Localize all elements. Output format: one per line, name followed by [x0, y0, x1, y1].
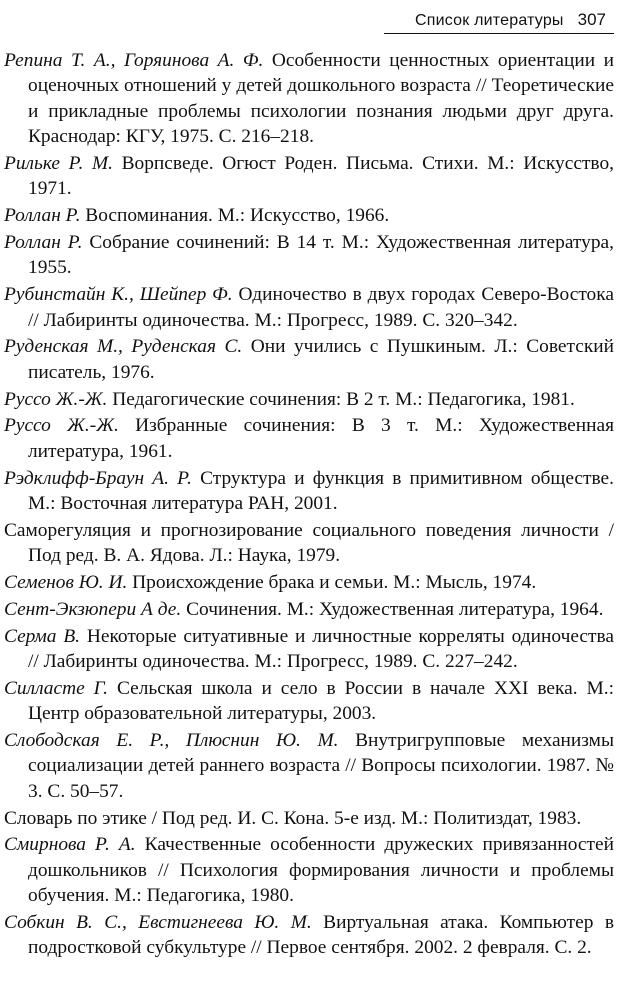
entry-author: Репина Т. А., Горяинова А. Ф.: [4, 50, 264, 71]
entry-text: Словарь по этике / Под ред. И. С. Кона. 5-е изд. М.: Политиздат, 1983.: [4, 807, 582, 829]
entry-text: Они учились с Пушкиным. Л.: Советский писатель, 1976.: [28, 336, 614, 383]
entry-text: Внутригрупповые механизмы социализации детей раннего возраста // Вопросы психологии. 1987. № 3. С. 50–57.: [28, 730, 614, 802]
bibliography-entry: [4, 676, 614, 727]
entry-author: Роллан Р.: [4, 205, 81, 227]
entry-text: Структура и функция в примитивном обществе. М.: Восточная литература РАН, 2001.: [28, 467, 614, 515]
entry-author: Руденская М., Руденская С.: [4, 336, 243, 358]
bibliography-list: [4, 48, 614, 962]
entry-text: Одиночество в двух городах Северо-Востока // Лабиринты одиночества. М.: Прогресс, 1989. С. 320–342.: [28, 284, 614, 331]
entry-author: Руссо Ж.-Ж.: [4, 415, 119, 437]
bibliography-entry: [4, 806, 614, 831]
entry-text: Собрание сочинений: В 14 т. М.: Художественная литература, 1955.: [28, 232, 614, 279]
entry-text: Сочинения. М.: Художественная литература, 1964.: [181, 598, 604, 620]
entry-text: Происхождение брака и семьи. М.: Мысль, 1974.: [127, 572, 537, 594]
bibliography-entry: [4, 728, 614, 804]
bibliography-entry: [4, 910, 614, 961]
bibliography-entry: [4, 466, 614, 517]
running-header-title: Список литературы: [415, 12, 564, 29]
bibliography-entry: [4, 597, 614, 622]
entry-author: Руссо Ж.-Ж.: [4, 388, 108, 410]
bibliography-entry: [4, 570, 614, 595]
bibliography-entry: [4, 282, 614, 333]
entry-author: Слободская Е. Р., Плюснин Ю. М.: [4, 730, 339, 752]
entry-text: Избранные сочинения: В 3 т. М.: Художественная литература, 1961.: [28, 415, 614, 462]
bibliography-entry: [4, 230, 614, 281]
bibliography-entry: [4, 387, 614, 412]
bibliography-entry: [4, 48, 614, 150]
bibliography-entry: [4, 518, 614, 569]
entry-author: Серма В.: [4, 625, 81, 647]
entry-author: Семенов Ю. И.: [4, 572, 128, 594]
entry-text: Особенности ценностных ориентации и оценочных отношений у детей дошкольного возраста // Теоретические и прикладные проблемы психологии познания людьми друг друга. Краснодар: КГУ, 1975. С. 216–218.: [28, 50, 614, 148]
header-rule: [384, 33, 614, 34]
entry-text: Ворпсведе. Огюст Роден. Письма. Стихи. М.: Искусство, 1971.: [28, 153, 614, 200]
entry-text: Виртуальная атака. Компьютер в подростковой субкультуре // Первое сентября. 2002. 2 февраля. С. 2.: [28, 912, 614, 959]
entry-text: Саморегуляция и прогнозирование социального поведения личности / Под ред. В. А. Ядова. Л.: Наука, 1979.: [4, 519, 614, 567]
bibliography-entry: [4, 413, 614, 464]
entry-author: Смирнова Р. А.: [4, 834, 136, 856]
entry-author: Собкин В. С., Евстигнеева Ю. М.: [4, 912, 312, 934]
page-number: 307: [577, 10, 606, 29]
entry-text: Качественные особенности дружеских привязанностей дошкольников // Психология формирования личности и проблемы обучения. М.: Педагогика, 1980.: [28, 834, 614, 907]
entry-text: Педагогические сочинения: В 2 т. М.: Педагогика, 1981.: [107, 388, 575, 410]
entry-text: Сельская школа и село в России в начале XXI века. М.: Центр образовательной литературы, 2003.: [28, 677, 614, 725]
entry-author: Рэдклифф-Браун А. Р.: [4, 467, 192, 489]
bibliography-entry: [4, 151, 614, 202]
entry-text: Некоторые ситуативные и личностные корреляты одиночества // Лабиринты одиночества. М.: Прогресс, 1989. С. 227–242.: [28, 625, 615, 673]
bibliography-entry: [4, 203, 614, 228]
entry-author: Рубинстайн К., Шейпер Ф.: [4, 284, 233, 306]
entry-author: Сент-Экзюпери А де.: [4, 598, 182, 620]
bibliography-entry: [4, 832, 614, 908]
entry-author: Силласте Г.: [4, 677, 109, 699]
entry-text: Воспоминания. М.: Искусство, 1966.: [80, 205, 390, 227]
running-header: [0, 4, 606, 34]
bibliography-entry: [4, 334, 614, 385]
entry-author: Рильке Р. М.: [4, 153, 113, 175]
entry-author: Роллан Р.: [4, 232, 83, 254]
bibliography-entry: [4, 624, 614, 675]
